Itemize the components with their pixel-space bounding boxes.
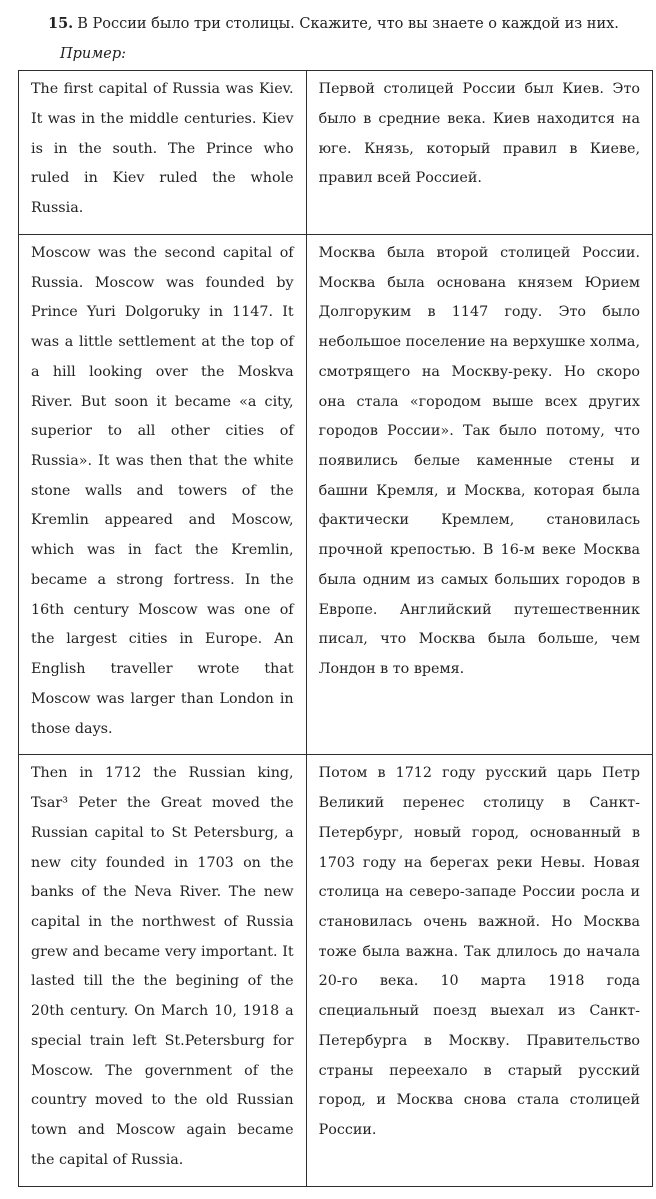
english-cell: Then in 1712 the Russian king, Tsar³ Peter the Great moved the Russian capital to St Petersburg, a new city founded in 1703 on the banks of the Neva River. The new capital in the northwest of Russia grew and became very important. It lasted till the the begining of the 20th century. On March 10, 1918 a special train left St.Petersburg for Moscow. The government of the country moved to the old Russian town and Moscow again became the capital of Russia. [19,755,307,1186]
exercise-number: 15. [48,15,74,32]
translation-table [18,70,653,1186]
english-cell: Moscow was the second capital of Russia. Moscow was founded by Prince Yuri Dolgoruky in 1147. It was a little settlement at the top of a hill looking over the Moskva River. But soon it became «a city, superior to all other cities of Russia». It was then that the white stone walls and towers of the Kremlin appeared and Moscow, which was in fact the Kremlin, became a strong fortress. In the 16th century Moscow was one of the largest cities in Europe. An English traveller wrote that Moscow was larger than London in those days. [19,234,307,754]
english-cell: The first capital of Russia was Kiev. It was in the middle centuries. Kiev is in the south. The Prince who ruled in Kiev ruled the whole Russia. [19,71,307,235]
table-row [19,234,653,754]
exercise-instruction: В России было три столицы. Скажите, что вы знаете о каждой из них. [77,16,619,32]
russian-cell: Первой столицей России был Киев. Это было в средние века. Киев находится на юге. Князь, который правил в Киеве, правил всей Россией. [306,71,652,235]
exercise-heading [48,12,656,36]
russian-cell: Потом в 1712 году русский царь Петр Великий перенес столицу в Санкт-Петербург, новый город, основанный в 1703 году на берегах реки Невы. Новая столица на северо-западе России росла и становилась очень важной. Но Москва тоже была важна. Так длилось до начала 20-го века. 10 марта 1918 года специальный поезд выехал из Санкт-Петербурга в Москву. Правительство страны переехало в старый русский город, и Москва снова стала столицей России. [306,755,652,1186]
example-label: Пример: [60,46,127,63]
table-row [19,755,653,1186]
table-row [19,71,653,235]
russian-cell: Москва была второй столицей России. Москва была основана князем Юрием Долгоруким в 1147 году. Это было небольшое поселение на верхушке холма, смотрящего на Москву-реку. Но скоро она стала «городом выше всех других городов России». Так было потому, что появились белые каменные стены и башни Кремля, и Москва, которая была фактически Кремлем, становилась прочной крепостью. В 16-м веке Москва была одним из самых больших городов в Европе. Английский путешественник писал, что Москва была больше, чем Лондон в то время. [306,234,652,754]
